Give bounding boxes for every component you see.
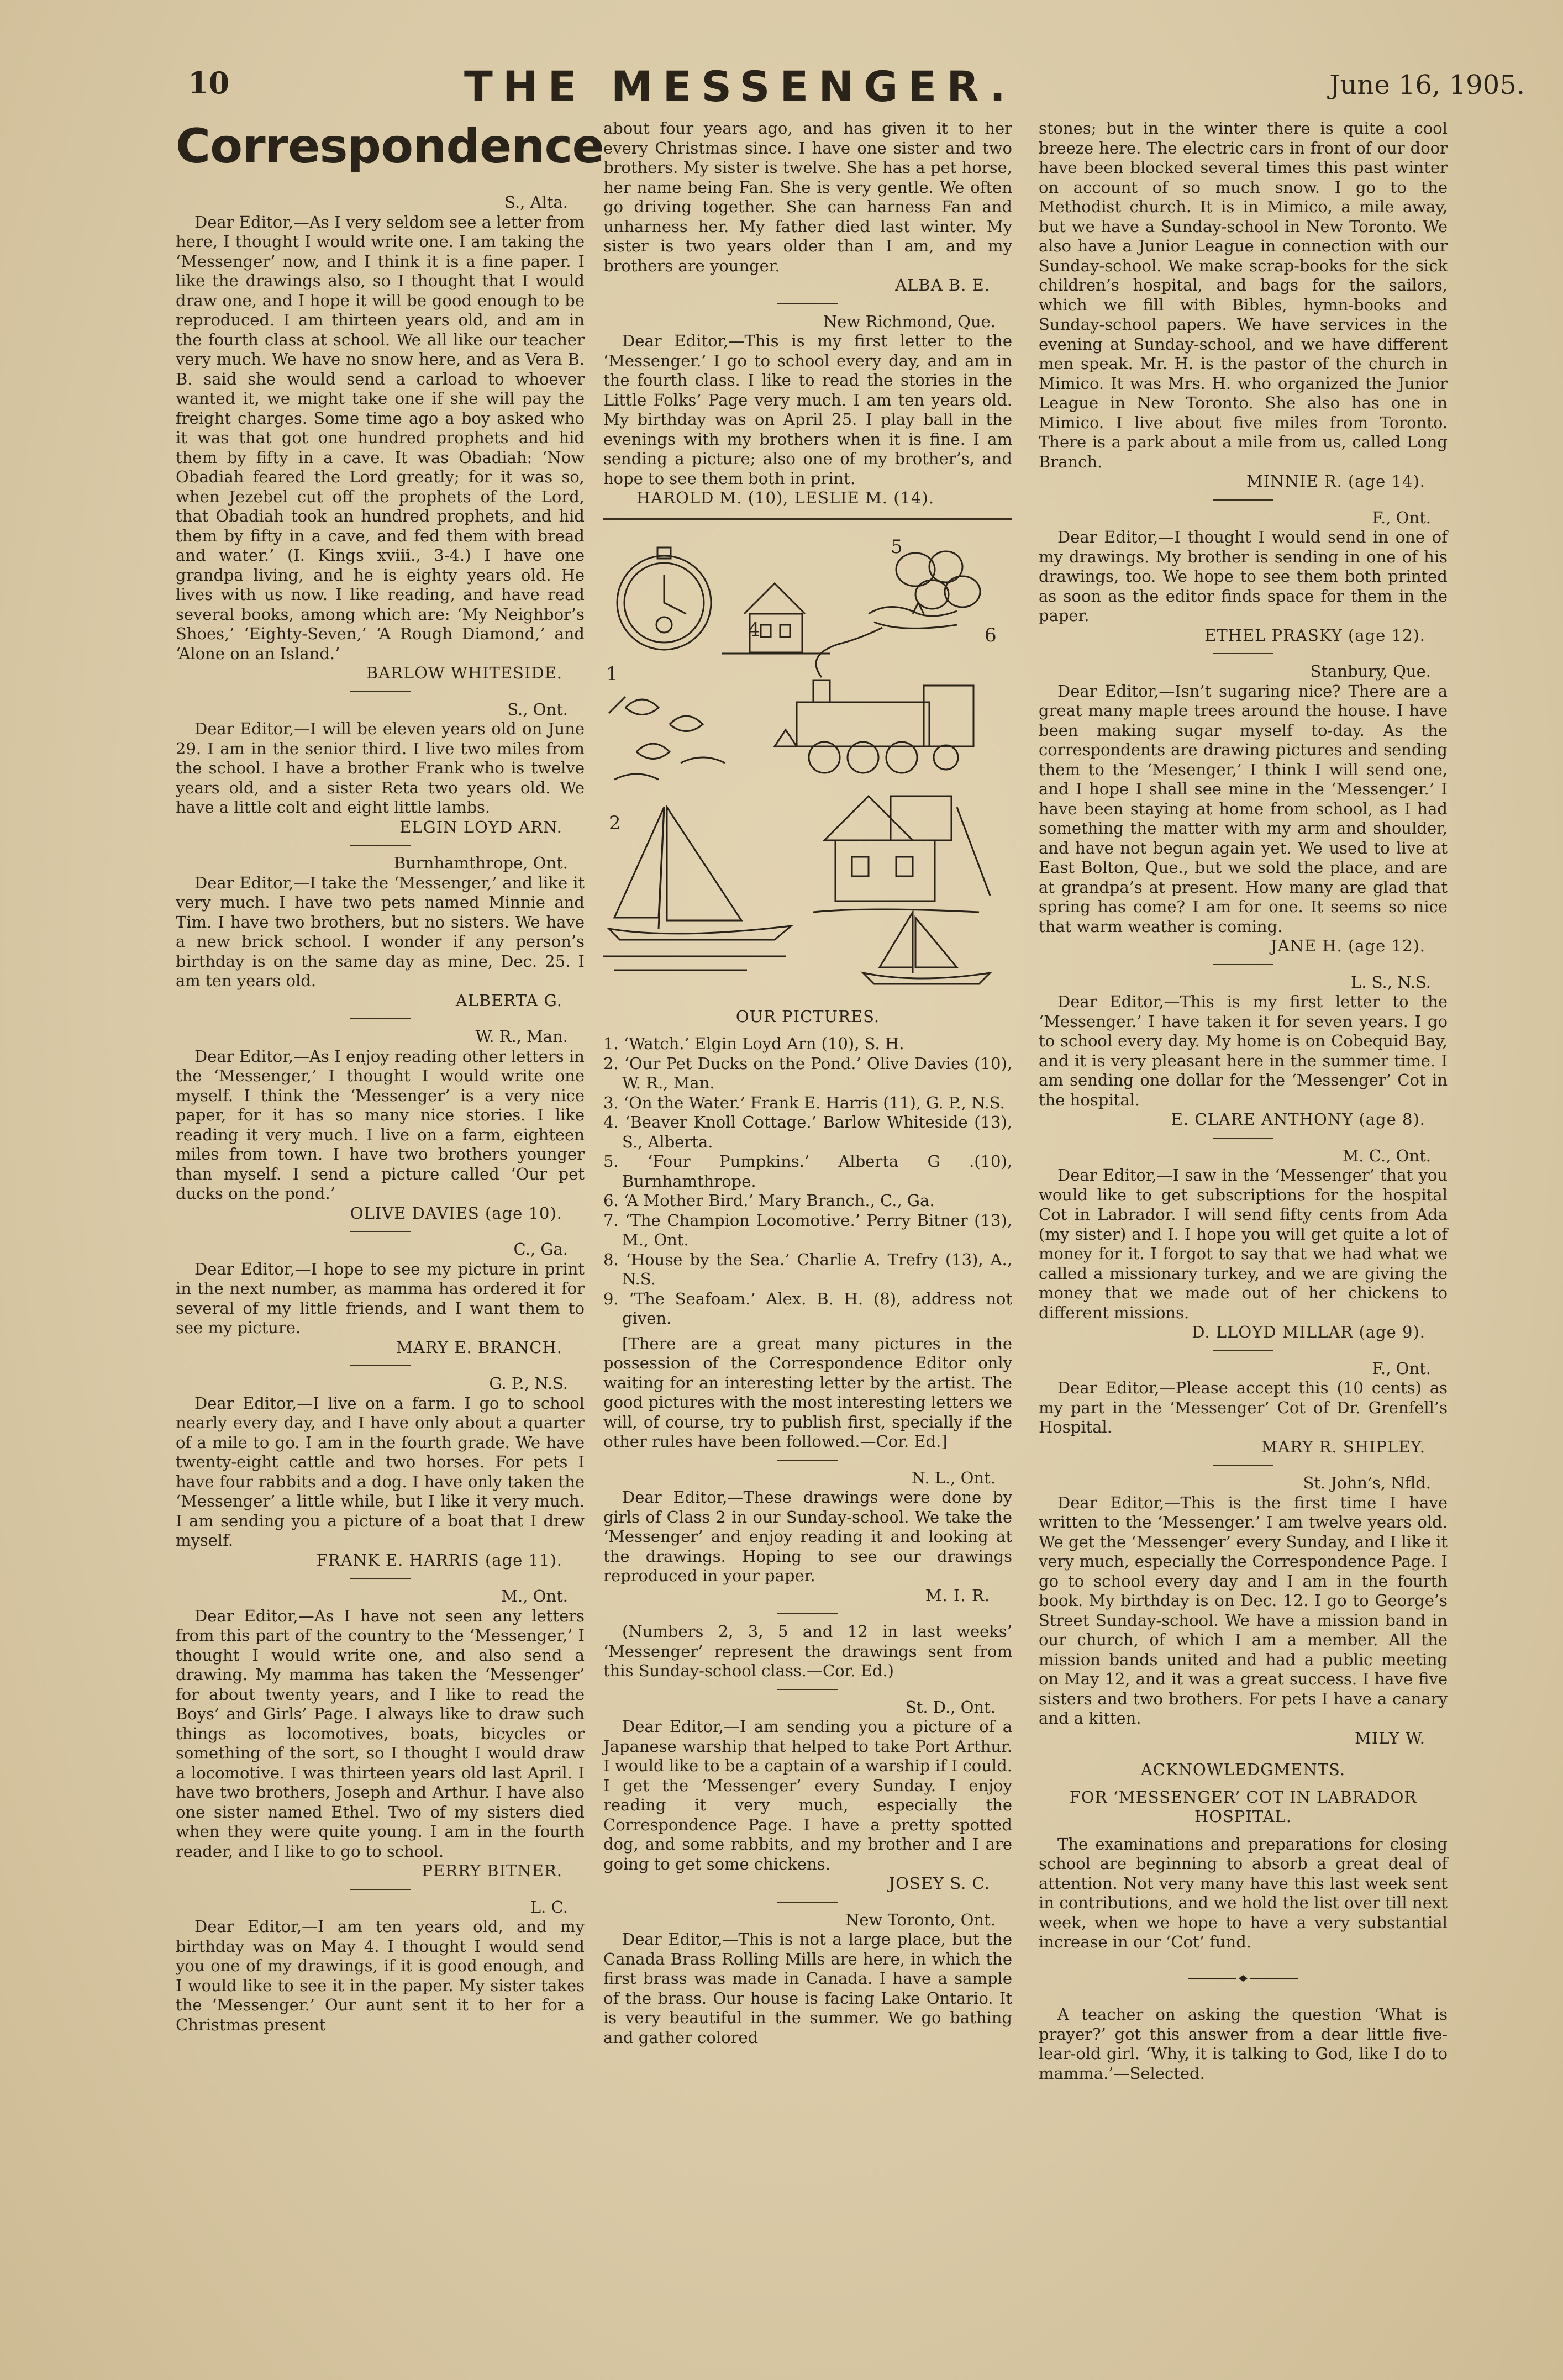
letter-body: Dear Editor,—As I enjoy reading other letters in the ‘Messenger,’ I thought I would write one myself. I think the ‘Messenger’ is a very nice paper, for it has so many nice stories. I like reading it very much. I live on a farm, eighteen miles from town. I have two brothers younger than myself. I send a picture called ‘Our pet ducks on the pond.’ [176, 1046, 585, 1203]
letter-place: L. S., N.S. [1351, 972, 1431, 992]
letter-body: Dear Editor,—As I have not seen any letters from this part of the country to the ‘Messenger,’ I thought I would write one, and also send a drawing. My mamma has taken the ‘Messenger’ for about twenty years, and I like to read the Boys’ and Girls’ Page. I always like to draw such things as locomotives, boats, bicycles or something of the sort, so I thought I would draw a locomotive. I was thirteen years old last April. I have two brothers, Joseph and Arthur. I have also one sister named Ethel. Two of my sisters died when they were quite young. I am in the fourth reader, and I like to go to school. [176, 1606, 585, 1861]
letter-signature: ETHEL PRASKY (age 12). [1204, 625, 1425, 645]
letter-body: Dear Editor,—This is the first time I have written to the ‘Messenger.’ I am twelve years old. We get the ‘Messenger’ every Sunday, and I like it very much, especially the Correspondence Page. I go to school every day and I am in the fourth book. My birthday is on Dec. 12. I go to George’s Street Sunday-school. We have a mission band in our church, of which I am a member. All the mission bands united and had a public meeting on May 12, and it was a great success. I have five sisters and two brothers. For pets I have a canary and a kitten. [1039, 1493, 1448, 1728]
letter-signature: PERRY BITNER. [422, 1861, 562, 1880]
locomotive-drawing [775, 628, 973, 773]
letter-signature: BARLOW WHITESIDE. [366, 664, 562, 682]
letter-signature: FRANK E. HARRIS (age 11). [316, 1550, 562, 1570]
picture-list-item: 4. ‘Beaver Knoll Cottage.’ Barlow Whiteside (13), S., Alberta. [603, 1113, 1012, 1151]
picture-list-item: 5. ‘Four Pumpkins.’ Alberta G .(10), Burnhamthrope. [603, 1152, 1012, 1191]
masthead: THE MESSENGER. [464, 62, 1016, 111]
page-header [188, 62, 1525, 120]
issue-date: June 16, 1905. [1329, 70, 1525, 101]
letter-signature: ALBERTA G. [455, 991, 562, 1010]
separator [603, 518, 1012, 520]
ornament-divider [1039, 1969, 1448, 1989]
letter-body: Dear Editor,—These drawings were done by girls of Class 2 in our Sunday-school. We take the ‘Messenger’ and enjoy reading it and looking at the drawings. Hoping to see our drawings reproduced in your paper. [603, 1488, 1012, 1585]
letter-signature: OLIVE DAVIES (age 10). [350, 1203, 562, 1223]
page-number: 10 [188, 65, 230, 101]
picture-list-item: 8. ‘House by the Sea.’ Charlie A. Trefry (13), A., N.S. [603, 1250, 1012, 1288]
letter-continuation: stones; but in the winter there is quite a cool breeze here. The electric cars in front of our door have been blocked several times this past winter on account of so much snow. I go to the Methodist church. It is in Mimico, a mile away, but we have a Sunday-school in New Toronto. We also have a Junior League in connection with our Sunday-school. We make scrap-books for the sick children’s hospital, and bags for the sailors, which we fill with Bibles, hymn-books and Sunday-school papers. We have services in the evening at Sunday-school, and we have different men speak. Mr. H. is the pastor of the church in Mimico. It was Mrs. H. who organized the Junior League in New Toronto. She also has one in Mimico. I live about five miles from Toronto. There is a park about a mile from us, called Long Branch. [1039, 119, 1448, 471]
letter-place: St. D., Ont. [905, 1697, 996, 1716]
separator [350, 1231, 411, 1232]
letter-body: Dear Editor,—I saw in the ‘Messenger’ that you would like to get subscriptions for the hospital Cot in Labrador. I will send fifty cents from Ada (my sister) and I. I hope you will get quite a lot of money for it. I forgot to say that we had what we called a missionary turkey, and we are giving the money that we made out of her chickens to different missions. [1039, 1166, 1448, 1322]
letter-body: Dear Editor,—As I very seldom see a letter from here, I thought I would write one. I am taking the ‘Messenger’ now, and I think it is a fine paper. I like the drawings also, so I thought that I would draw one, and I hope it will be good enough to be reproduced. I am thirteen years old, and am in the fourth class at school. We all like our teacher very much. We have no snow here, and as Vera B. B. said she would send a carload to whoever wanted it, we might take one if she will pay the freight charges. Some time ago a boy asked who it was that got one hundred prophets and hid them by fifty in a cave. It was Obadiah: ‘Now Obadiah feared the Lord greatly; for it was so, when Jezebel cut off the prophets of the Lord, that Obadiah took an hundred prophets, and hid them by fifty in a cave, and fed them with bread and water.’ (I. Kings xviii., 3-4.) I have one grandpa living, and he is eighty years old. He lives with us now. I like reading, and have read several books, among which are: ‘My Neighbor’s Shoes,’ ‘Eighty-Seven,’ ‘A Rough Diamond,’ and ‘Alone on an Island.’ [176, 212, 585, 663]
separator [1213, 499, 1273, 501]
letter-body: Dear Editor,—I thought I would send in one of my drawings. My brother is sending in one of his drawings, too. We hope to see them both printed as soon as the editor finds space for them in the paper. [1039, 528, 1448, 625]
letter-place: N. L., Ont. [911, 1468, 996, 1487]
column-1 [176, 119, 604, 2035]
separator [350, 1578, 411, 1579]
picture-list-item: 2. ‘Our Pet Ducks on the Pond.’ Olive Davies (10), W. R., Man. [603, 1054, 1012, 1092]
letter-body: Dear Editor,—This is not a large place, but the Canada Brass Rolling Mills are here, in which the first brass was made in Canada. I have a sample of the brass. Our house is facing Lake Ontario. It is very beautiful in the summer. We go bathing and gather colored [603, 1930, 1012, 2047]
bird-drawing [869, 603, 957, 628]
drawing-number: 6 [985, 624, 997, 646]
letter-signature: M. I. R. [925, 1586, 990, 1605]
letter-body: (Numbers 2, 3, 5 and 12 in last weeks’ ‘Messenger’ represent the drawings sent from this Sunday-school class.—Cor. Ed.) [603, 1622, 1012, 1680]
column-2 [603, 119, 1012, 2047]
letter-place: W. R., Man. [475, 1027, 568, 1046]
letter-body: Dear Editor,—I live on a farm. I go to school nearly every day, and I have only about a quarter of a mile to go. I am in the fourth grade. We have twenty-eight cattle and two horses. For pets I have four rabbits and a dog. I have only taken the ‘Messenger’ a little while, but I like it very much. I am sending you a picture of a boat that I drew myself. [176, 1393, 585, 1550]
drawing-number: 5 [891, 535, 903, 558]
separator [777, 1902, 838, 1903]
letter-signature: MARY R. SHIPLEY. [1261, 1437, 1425, 1456]
sailboat-drawing [603, 807, 791, 970]
separator [777, 1613, 838, 1614]
letter-place: C., Ga. [513, 1240, 568, 1259]
letter-signature: MINNIE R. (age 14). [1246, 472, 1425, 491]
house-by-the-sea-drawing [813, 796, 990, 912]
letter-signature: HAROLD M. (10), LESLIE M. (14). [636, 488, 934, 507]
letter-body: Dear Editor,—This is my first letter to the ‘Messenger.’ I have taken it for seven years. I go to school every day. My home is on Cobequid Bay, and it is very pleasant here in the summer time. I am sending one dollar for the ‘Messenger’ Cot in the hospital. [1039, 992, 1448, 1109]
letters-list [603, 1468, 1012, 2048]
separator [350, 845, 411, 846]
letter-place: F., Ont. [1372, 508, 1431, 527]
letter-place: S., Ont. [507, 699, 568, 719]
separator [777, 1460, 838, 1461]
ornament-rule-icon [1188, 1973, 1298, 1984]
acknowledgments-heading: ACKNOWLEDGMENTS. [1140, 1760, 1346, 1779]
letter-place: Stanbury, Que. [1310, 662, 1431, 681]
letter-place: Burnhamthrope, Ont. [393, 854, 568, 872]
closing-anecdote: A teacher on asking the question ‘What is prayer?’ got this answer from a dear little five-lear-old girl. ‘Why, it is talking to God, like I do to mamma.’—Selected. [1039, 2005, 1448, 2083]
ducks-drawing [609, 697, 725, 780]
letter-body: Dear Editor,—This is my first letter to the ‘Messenger.’ I go to school every day, and am in the fourth class. I like to read the stories in the Little Folks’ Page very much. I am ten years old. My birthday was on April 25. I play ball in the evenings with my brothers when it is fine. I am sending a picture; also one of my brother’s, and hope to see them both in print. [603, 331, 1012, 488]
drawings-illustration [603, 531, 1012, 995]
picture-list-item: 7. ‘The Champion Locomotive.’ Perry Bitner (13), M., Ont. [603, 1210, 1012, 1249]
letter-place: M. C., Ont. [1342, 1146, 1431, 1165]
letter-place: St. John’s, Nfld. [1303, 1473, 1431, 1492]
letter-signature: JOSEY S. C. [888, 1874, 990, 1893]
pictures-list [603, 1034, 1012, 1329]
separator [1213, 1138, 1273, 1139]
section-title: Correspondence [176, 119, 604, 174]
separator [1213, 1465, 1273, 1466]
letter-signature: MARY E. BRANCH. [396, 1338, 562, 1357]
letter-place: M., Ont. [501, 1587, 568, 1605]
picture-list-item: 3. ‘On the Water.’ Frank E. Harris (11), G. P., N.S. [603, 1093, 1005, 1112]
picture-list-item: 9. ‘The Seafoam.’ Alex. B. H. (8), address not given. [603, 1289, 1012, 1328]
letter-body: Dear Editor,—I am sending you a picture of a Japanese warship that helped to take Port Arthur. I would like to be a captain of a warship if I could. I get the ‘Messenger’ every Sunday. I enjoy reading it very much, especially the Correspondence Page. I have a pretty spotted dog, and some rabbits, and my brother and I are going to get some chickens. [603, 1717, 1012, 1873]
seafoam-drawing [863, 912, 990, 984]
letter-signature: JANE H. (age 12). [1270, 936, 1425, 955]
editor-note: [There are a great many pictures in the possession of the Correspondence Editor only waiting for an interesting letter by the artist. The good pictures with the most interesting letters we will, of course, try to publish first, specially if the other rules have been followed.—Cor. Ed.] [603, 1334, 1012, 1451]
separator [350, 1018, 411, 1019]
letter-signature: ELGIN LOYD ARN. [399, 817, 562, 836]
letter-signature: MILY W. [1355, 1728, 1425, 1747]
letter-body: Dear Editor,—Please accept this (10 cents) as my part in the ‘Messenger’ Cot of Dr. Grenfell’s Hospital. [1039, 1378, 1448, 1436]
watch-drawing [617, 547, 711, 650]
letter-signature: E. CLARE ANTHONY (age 8). [1171, 1110, 1425, 1129]
letter-place: New Richmond, Que. [823, 312, 996, 331]
separator [777, 1689, 838, 1690]
drawing-number: 2 [609, 812, 621, 834]
letters-list [176, 193, 585, 2035]
letter-body: Dear Editor,—I hope to see my picture in print in the next number, as mamma has ordered it for several of my little friends, and I want them to see my picture. [176, 1259, 585, 1337]
childrens-drawings [603, 531, 1012, 995]
letter-place: F., Ont. [1372, 1359, 1431, 1378]
drawing-number: 1 [606, 662, 618, 685]
letter-body: Dear Editor,—I will be eleven years old on June 29. I am in the senior third. I live two miles from the school. I have a brother Frank who is twelve years old, and a sister Reta two years old. We have a little colt and eight little lambs. [176, 719, 585, 817]
drawing-number: 4 [748, 618, 760, 641]
letter-body: Dear Editor,—I am ten years old, and my birthday was on May 4. I thought I would send you one of my drawings, if it is good enough, and I would like to see it in the paper. My sister takes the ‘Messenger.’ Our aunt sent it to her for a Christmas present [176, 1917, 585, 2034]
letter-place: G. P., N.S. [489, 1374, 568, 1393]
pictures-heading: OUR PICTURES. [735, 1007, 880, 1026]
picture-list-item: 1. ‘Watch.’ Elgin Loyd Arn (10), S. H. [603, 1034, 904, 1053]
letter-place: S., Alta. [504, 193, 568, 212]
letter-signature: ALBA B. E. [895, 276, 990, 294]
letter-body: Dear Editor,—Isn’t sugaring nice? There are a great many maple trees around the house. I have been making sugar myself to-day. As the correspondents are drawing pictures and sending them to the ‘Mesenger,’ I think I will send one, and I hope I shall see mine in the ‘Messenger.’ I have been staying at home from school, as I had something the matter with my arm and shoulder, and have not begun again yet. We used to live at East Bolton, Que., but we sold the place, and are at grandpa’s at present. How many are glad that spring has come? I am for one. It seems so nice that warm weather is coming. [1039, 681, 1448, 936]
separator [1213, 964, 1273, 965]
separator [350, 1365, 411, 1366]
letter-place: New Toronto, Ont. [845, 1910, 996, 1929]
acknowledgments-subheading: FOR ‘MESSENGER’ COT IN LABRADOR HOSPITAL. [1069, 1787, 1417, 1826]
letter-place: L. C. [530, 1897, 568, 1916]
letters-list [1039, 508, 1448, 1749]
separator [777, 303, 838, 304]
picture-list-item: 6. ‘A Mother Bird.’ Mary Branch., C., Ga. [603, 1191, 935, 1210]
pumpkins-drawing [896, 551, 980, 609]
separator [350, 1889, 411, 1890]
separator [1213, 1350, 1273, 1351]
letter-continuation: about four years ago, and has given it to her every Christmas since. I have one sister and two brothers. My sister is twelve. She has a pet horse, her name being Fan. She is very gentle. We often go driving together. She can harness Fan and unharness her. My father died last winter. My sister is two years older than I am, and my brothers are younger. [603, 119, 1012, 275]
cottage-drawing [722, 583, 830, 654]
separator [1213, 653, 1273, 654]
letter-signature: D. LLOYD MILLAR (age 9). [1192, 1323, 1425, 1341]
acknowledgments-text: The examinations and preparations for closing school are beginning to absorb a great deal of attention. Not very many have this last week sent in contributions, and we hold the list over till next week, when we hope to have a very substantial increase in our ‘Cot’ fund. [1039, 1834, 1448, 1951]
separator [350, 691, 411, 692]
letter-body: Dear Editor,—I take the ‘Messenger,’ and like it very much. I have two pets named Minnie and Tim. I have two brothers, but no sisters. We have a new brick school. I wonder if any person’s birthday is on the same day as mine, Dec. 25. I am ten years old. [176, 873, 585, 990]
column-3 [1039, 119, 1448, 2083]
